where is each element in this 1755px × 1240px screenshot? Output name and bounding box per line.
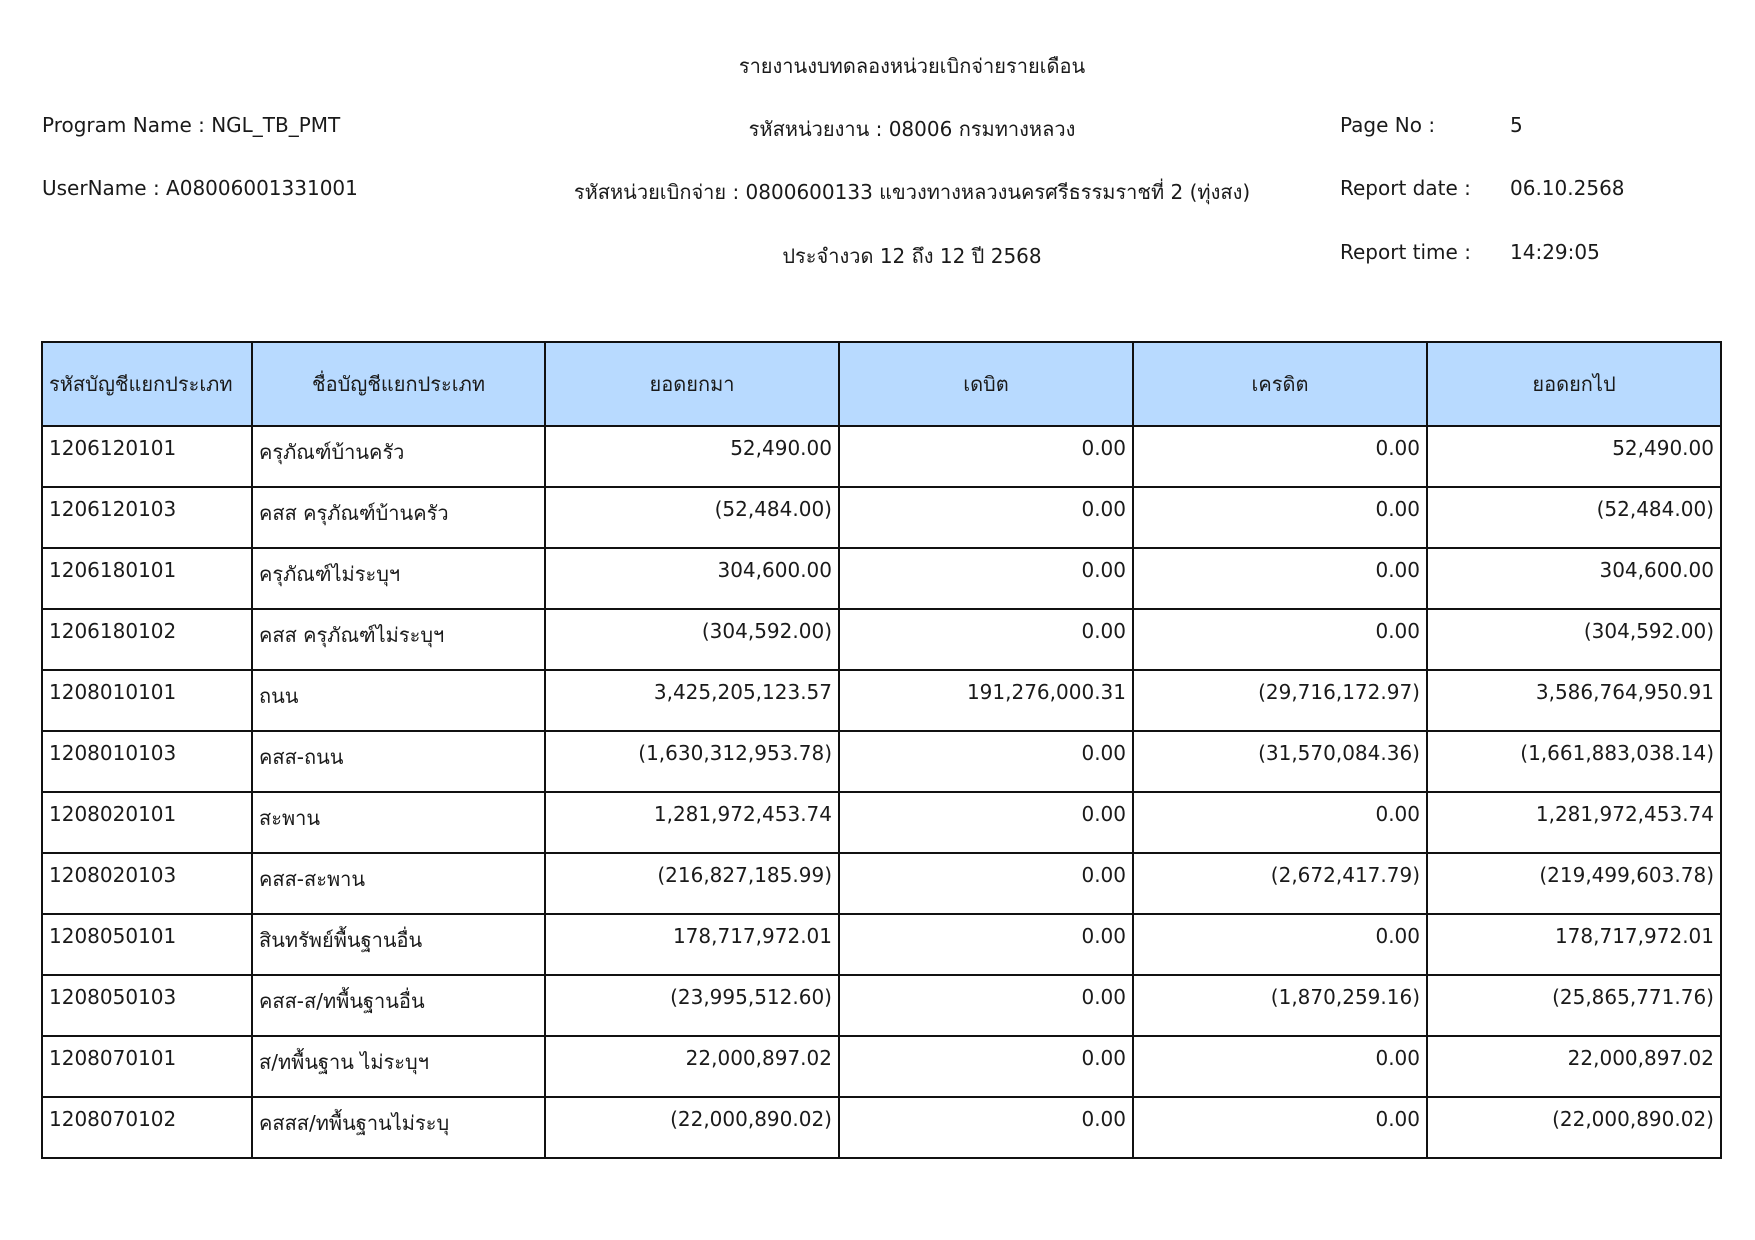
cell-credit: 0.00 [1133, 609, 1427, 670]
cell-debit: 191,276,000.31 [839, 670, 1133, 731]
table-row [42, 548, 1721, 609]
cell-carried-forward: 22,000,897.02 [1427, 1036, 1721, 1097]
cell-debit: 0.00 [839, 792, 1133, 853]
cell-debit: 0.00 [839, 731, 1133, 792]
cell-account-code: 1206120103 [42, 487, 252, 548]
cell-brought-forward: (304,592.00) [545, 609, 839, 670]
cell-brought-forward: (1,630,312,953.78) [545, 731, 839, 792]
report-period: ประจำงวด 12 ถึง 12 ปี 2568 [782, 244, 1042, 268]
cell-debit: 0.00 [839, 487, 1133, 548]
cell-debit: 0.00 [839, 1036, 1133, 1097]
cell-brought-forward: 52,490.00 [545, 426, 839, 487]
page-no-label: Page No : [1340, 113, 1436, 137]
table-row [42, 731, 1721, 792]
cell-debit: 0.00 [839, 426, 1133, 487]
user-name: UserName : A08006001331001 [42, 176, 358, 200]
cell-account-name: สะพาน [252, 792, 545, 853]
cell-carried-forward: (52,484.00) [1427, 487, 1721, 548]
cell-account-code: 1208020103 [42, 853, 252, 914]
table-row [42, 609, 1721, 670]
table-row [42, 792, 1721, 853]
table-row [42, 914, 1721, 975]
cell-account-name: คสส ครุภัณฑ์ไม่ระบุฯ [252, 609, 545, 670]
cell-account-name: สินทรัพย์พื้นฐานอื่น [252, 914, 545, 975]
table-row [42, 975, 1721, 1036]
cell-account-code: 1208010101 [42, 670, 252, 731]
table-row [42, 670, 1721, 731]
page-no-value: 5 [1510, 113, 1523, 137]
table-row [42, 426, 1721, 487]
cell-credit: 0.00 [1133, 487, 1427, 548]
cell-account-name: ถนน [252, 670, 545, 731]
cell-carried-forward: (304,592.00) [1427, 609, 1721, 670]
table-row [42, 487, 1721, 548]
cell-carried-forward: (1,661,883,038.14) [1427, 731, 1721, 792]
cell-debit: 0.00 [839, 853, 1133, 914]
report-title: รายงานงบทดลองหน่วยเบิกจ่ายรายเดือน [738, 54, 1086, 78]
cell-brought-forward: (52,484.00) [545, 487, 839, 548]
program-name: Program Name : NGL_TB_PMT [42, 113, 341, 137]
report-time-label: Report time : [1340, 240, 1471, 264]
report-time-value: 14:29:05 [1510, 240, 1600, 264]
cell-credit: 0.00 [1133, 426, 1427, 487]
cell-credit: (2,672,417.79) [1133, 853, 1427, 914]
disbursement-unit: รหัสหน่วยเบิกจ่าย : 0800600133 แขวงทางหลวงนครศรีธรรมราชที่ 2 (ทุ่งสง) [573, 180, 1251, 204]
cell-carried-forward: 178,717,972.01 [1427, 914, 1721, 975]
table-row [42, 1036, 1721, 1097]
cell-brought-forward: 304,600.00 [545, 548, 839, 609]
cell-account-code: 1208050103 [42, 975, 252, 1036]
cell-account-name: คสส ครุภัณฑ์บ้านครัว [252, 487, 545, 548]
cell-debit: 0.00 [839, 609, 1133, 670]
cell-debit: 0.00 [839, 1097, 1133, 1158]
cell-account-name: ส/ทพื้นฐาน ไม่ระบุฯ [252, 1036, 545, 1097]
cell-carried-forward: (25,865,771.76) [1427, 975, 1721, 1036]
col-header-account-code: รหัสบัญชีแยกประเภท [42, 342, 252, 426]
cell-account-name: คสส-ถนน [252, 731, 545, 792]
table-row [42, 853, 1721, 914]
cell-account-name: คสส-สะพาน [252, 853, 545, 914]
cell-brought-forward: 178,717,972.01 [545, 914, 839, 975]
cell-credit: 0.00 [1133, 1097, 1427, 1158]
cell-brought-forward: 3,425,205,123.57 [545, 670, 839, 731]
cell-debit: 0.00 [839, 548, 1133, 609]
cell-account-code: 1208050101 [42, 914, 252, 975]
cell-carried-forward: 52,490.00 [1427, 426, 1721, 487]
cell-brought-forward: (23,995,512.60) [545, 975, 839, 1036]
cell-brought-forward: 22,000,897.02 [545, 1036, 839, 1097]
cell-account-code: 1208020101 [42, 792, 252, 853]
cell-carried-forward: 304,600.00 [1427, 548, 1721, 609]
cell-account-name: คสสส/ทพื้นฐานไม่ระบุ [252, 1097, 545, 1158]
col-header-credit: เครดิต [1133, 342, 1427, 426]
cell-carried-forward: 3,586,764,950.91 [1427, 670, 1721, 731]
cell-credit: (29,716,172.97) [1133, 670, 1427, 731]
report-date-value: 06.10.2568 [1510, 176, 1625, 200]
col-header-brought-forward: ยอดยกมา [545, 342, 839, 426]
cell-brought-forward: 1,281,972,453.74 [545, 792, 839, 853]
cell-account-name: ครุภัณฑ์บ้านครัว [252, 426, 545, 487]
report-date-label: Report date : [1340, 176, 1471, 200]
col-header-account-name: ชื่อบัญชีแยกประเภท [252, 342, 545, 426]
cell-account-code: 1208010103 [42, 731, 252, 792]
cell-account-code: 1206180101 [42, 548, 252, 609]
department-code: รหัสหน่วยงาน : 08006 กรมทางหลวง [748, 117, 1076, 141]
cell-account-code: 1206180102 [42, 609, 252, 670]
trial-balance-table [41, 341, 1722, 1159]
cell-credit: (31,570,084.36) [1133, 731, 1427, 792]
cell-brought-forward: (216,827,185.99) [545, 853, 839, 914]
col-header-carried-forward: ยอดยกไป [1427, 342, 1721, 426]
cell-carried-forward: (22,000,890.02) [1427, 1097, 1721, 1158]
cell-account-code: 1206120101 [42, 426, 252, 487]
cell-debit: 0.00 [839, 975, 1133, 1036]
table-header-row [42, 342, 1721, 426]
col-header-debit: เดบิต [839, 342, 1133, 426]
cell-debit: 0.00 [839, 914, 1133, 975]
cell-account-name: คสส-ส/ทพื้นฐานอื่น [252, 975, 545, 1036]
cell-brought-forward: (22,000,890.02) [545, 1097, 839, 1158]
cell-credit: 0.00 [1133, 914, 1427, 975]
cell-carried-forward: 1,281,972,453.74 [1427, 792, 1721, 853]
cell-credit: (1,870,259.16) [1133, 975, 1427, 1036]
cell-account-name: ครุภัณฑ์ไม่ระบุฯ [252, 548, 545, 609]
cell-carried-forward: (219,499,603.78) [1427, 853, 1721, 914]
cell-account-code: 1208070102 [42, 1097, 252, 1158]
cell-account-code: 1208070101 [42, 1036, 252, 1097]
table-row [42, 1097, 1721, 1158]
cell-credit: 0.00 [1133, 792, 1427, 853]
cell-credit: 0.00 [1133, 1036, 1427, 1097]
cell-credit: 0.00 [1133, 548, 1427, 609]
